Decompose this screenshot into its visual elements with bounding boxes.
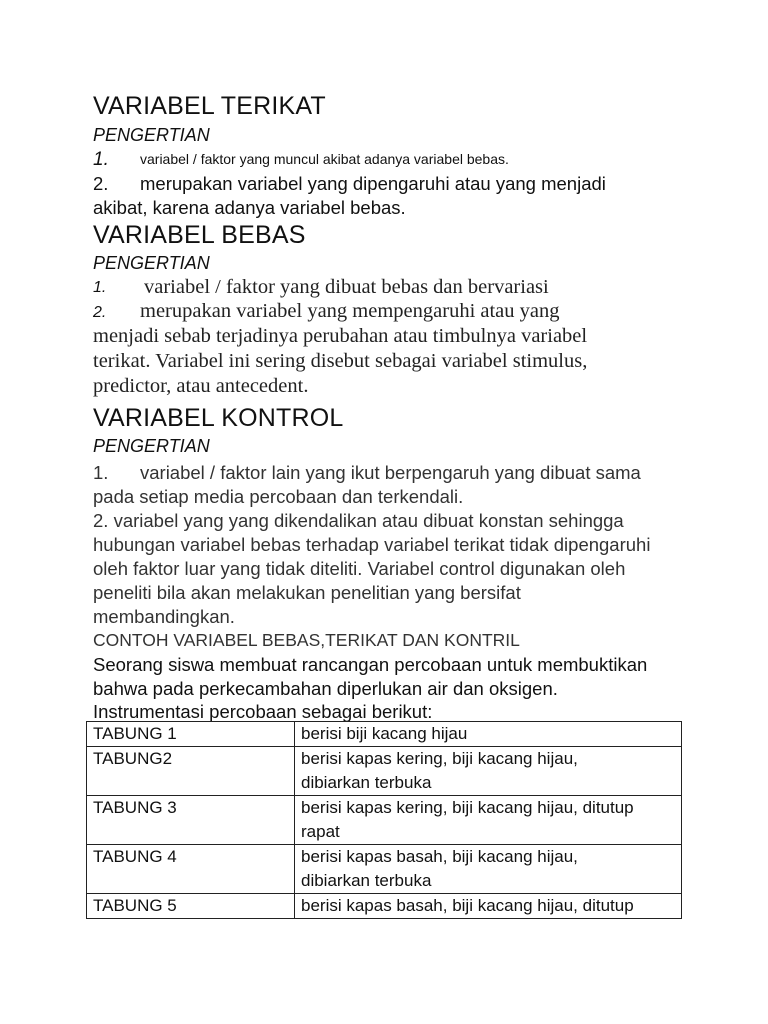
content-cell bbox=[295, 796, 682, 845]
section-subheading-terikat: PENGERTIAN bbox=[93, 125, 210, 145]
content-line: berisi kapas kering, biji kacang hijau, ditutup bbox=[301, 798, 634, 817]
content-line: dibiarkan terbuka bbox=[301, 773, 432, 792]
tube-cell: TABUNG 5 bbox=[87, 894, 295, 919]
instrument-table bbox=[86, 721, 682, 919]
item-number: 1. bbox=[93, 462, 109, 483]
content-cell bbox=[295, 722, 682, 747]
item-text: pada setiap media percobaan dan terkendali. bbox=[93, 486, 464, 507]
content-line: rapat bbox=[301, 822, 340, 841]
content-line: berisi kapas basah, biji kacang hijau, ditutup bbox=[301, 896, 634, 915]
item-text: 2. variabel yang yang dikendalikan atau dibuat konstan sehingga bbox=[93, 510, 624, 531]
item-text: akibat, karena adanya variabel bebas. bbox=[93, 197, 406, 218]
example-text: Instrumentasi percobaan sebagai berikut: bbox=[93, 701, 433, 722]
item-number: 2. bbox=[93, 304, 107, 321]
item-text: hubungan variabel bebas terhadap variabel terikat tidak dipengaruhi bbox=[93, 534, 651, 555]
table-row bbox=[87, 796, 682, 845]
item-text: predictor, atau antecedent. bbox=[93, 375, 309, 397]
item-text: variabel / faktor yang dibuat bebas dan bervariasi bbox=[144, 276, 549, 298]
content-line: berisi kapas kering, biji kacang hijau, bbox=[301, 749, 578, 768]
item-text: merupakan variabel yang dipengaruhi atau yang menjadi bbox=[140, 173, 606, 194]
table-row bbox=[87, 845, 682, 894]
tube-cell: TABUNG 3 bbox=[87, 796, 295, 845]
content-line: dibiarkan terbuka bbox=[301, 871, 432, 890]
section-heading-kontrol: VARIABEL KONTROL bbox=[93, 404, 344, 432]
item-text: merupakan variabel yang mempengaruhi atau yang bbox=[140, 300, 560, 322]
table-row bbox=[87, 747, 682, 796]
content-cell bbox=[295, 747, 682, 796]
example-title: CONTOH VARIABEL BEBAS,TERIKAT DAN KONTRIL bbox=[93, 630, 520, 650]
item-text: variabel / faktor yang muncul akibat adanya variabel bebas. bbox=[140, 151, 509, 167]
item-text: peneliti bila akan melakukan penelitian yang bersifat bbox=[93, 582, 521, 603]
table-row bbox=[87, 722, 682, 747]
content-line: berisi biji kacang hijau bbox=[301, 724, 468, 743]
example-text: Seorang siswa membuat rancangan percobaan untuk membuktikan bbox=[93, 654, 648, 675]
item-number: 1. bbox=[93, 279, 107, 296]
tube-cell: TABUNG 1 bbox=[87, 722, 295, 747]
tube-cell: TABUNG2 bbox=[87, 747, 295, 796]
item-text: membandingkan. bbox=[93, 606, 235, 627]
table-row bbox=[87, 894, 682, 919]
item-number: 1. bbox=[93, 149, 109, 170]
item-text: oleh faktor luar yang tidak diteliti. Variabel control digunakan oleh bbox=[93, 558, 626, 579]
section-subheading-kontrol: PENGERTIAN bbox=[93, 436, 210, 456]
content-line: berisi kapas basah, biji kacang hijau, bbox=[301, 847, 578, 866]
tube-cell: TABUNG 4 bbox=[87, 845, 295, 894]
item-text: menjadi sebab terjadinya perubahan atau timbulnya variabel bbox=[93, 325, 588, 347]
item-text: variabel / faktor lain yang ikut berpengaruh yang dibuat sama bbox=[140, 462, 641, 483]
example-text: bahwa pada perkecambahan diperlukan air dan oksigen. bbox=[93, 678, 558, 699]
content-cell bbox=[295, 894, 682, 919]
item-text: terikat. Variabel ini sering disebut sebagai variabel stimulus, bbox=[93, 350, 588, 372]
section-heading-bebas: VARIABEL BEBAS bbox=[93, 221, 306, 249]
section-heading-terikat: VARIABEL TERIKAT bbox=[93, 92, 326, 120]
content-cell bbox=[295, 845, 682, 894]
item-number: 2. bbox=[93, 173, 109, 194]
section-subheading-bebas: PENGERTIAN bbox=[93, 253, 210, 273]
